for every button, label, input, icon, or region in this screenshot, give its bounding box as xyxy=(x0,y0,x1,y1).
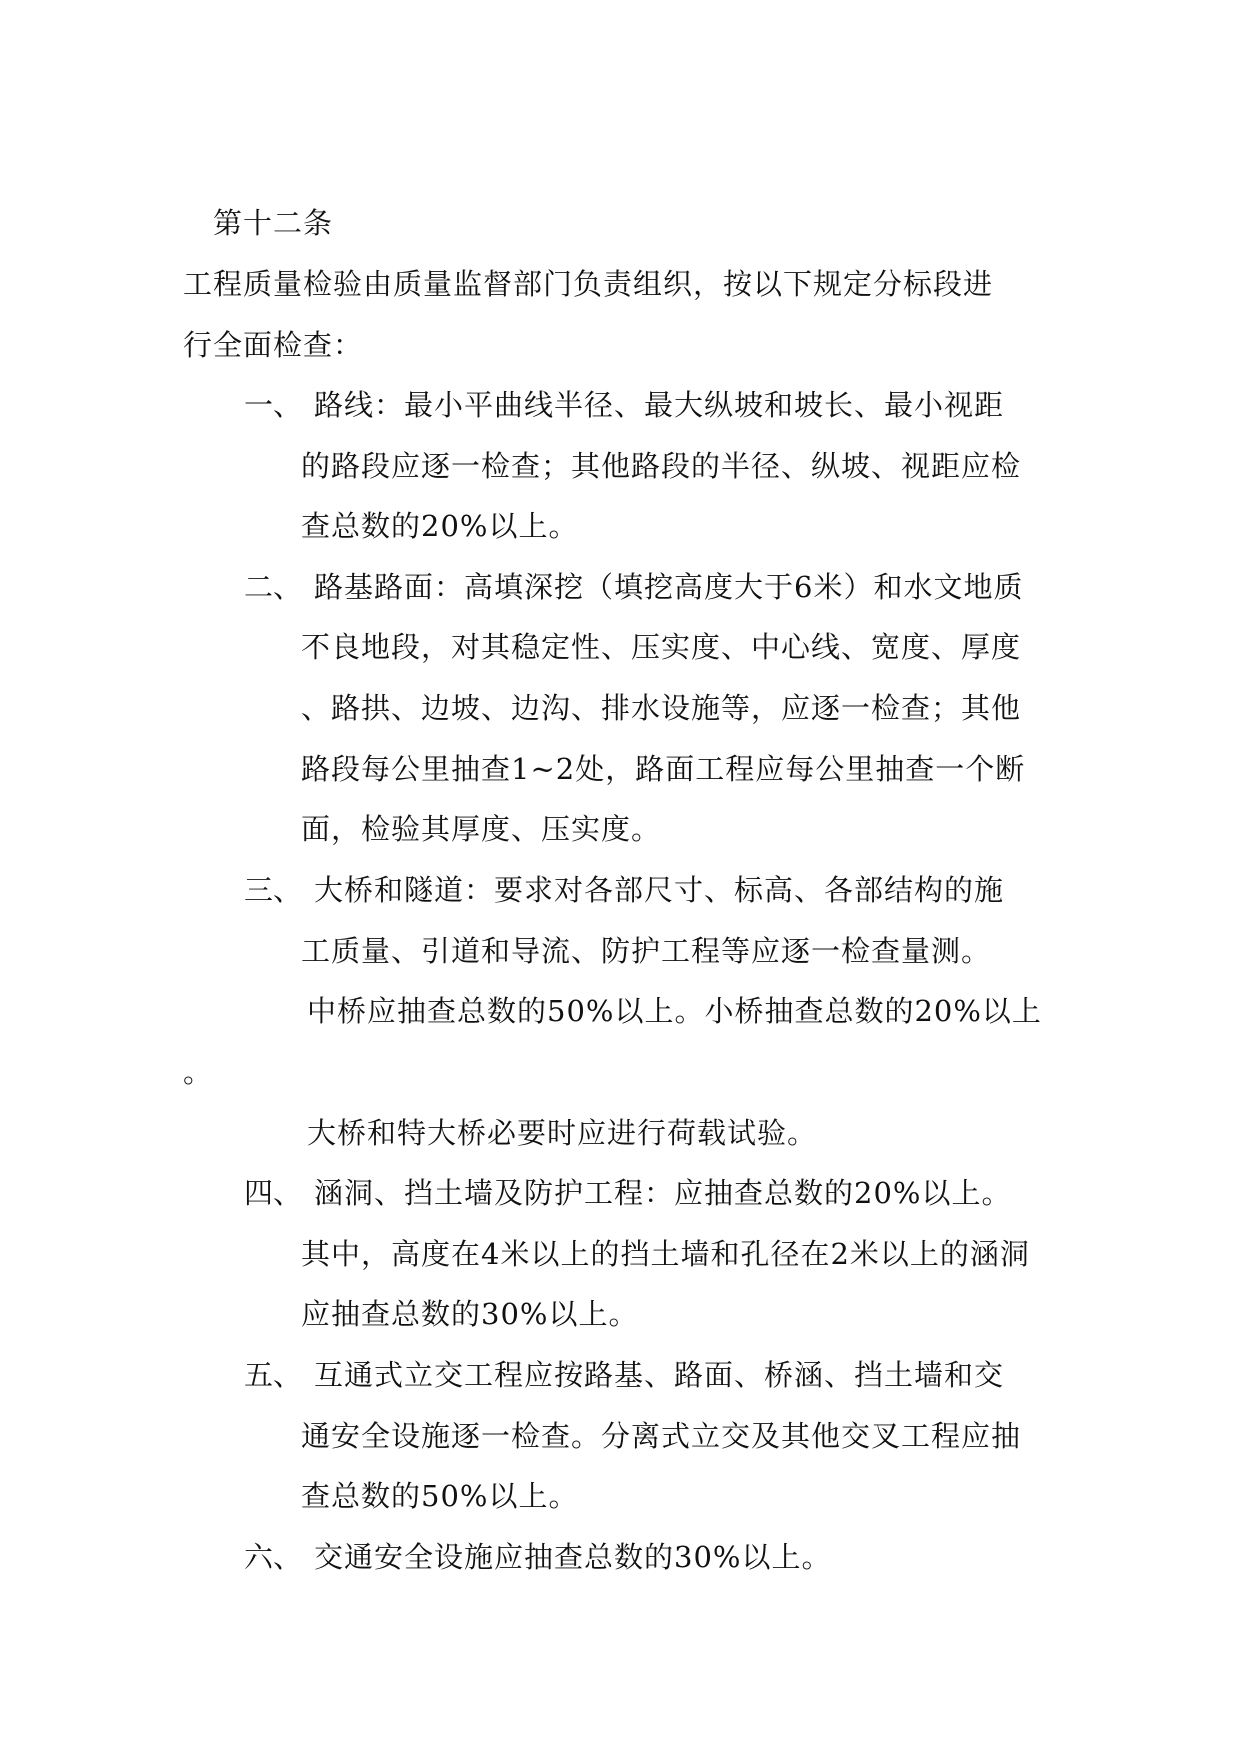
article-title: 第十二条 xyxy=(213,206,334,240)
item-number: 四、 xyxy=(244,1176,303,1210)
item-number: 六、 xyxy=(244,1540,303,1574)
item-text-line: 大桥和特大桥必要时应进行荷载试验。 xyxy=(307,1116,818,1150)
item-text-line: 、路拱、边坡、边沟、排水设施等，应逐一检查；其他 xyxy=(301,691,1022,725)
item-text-line: 通安全设施逐一检查。分离式立交及其他交叉工程应抽 xyxy=(301,1419,1022,1453)
item-text-line: 路段每公里抽查1~2处，路面工程应每公里抽查一个断 xyxy=(301,752,1026,786)
item-text-line: 路基路面：高填深挖（填挖高度大于6米）和水文地质 xyxy=(314,570,1024,604)
item-text-line: 应抽查总数的30%以上。 xyxy=(301,1297,639,1331)
item-number: 五、 xyxy=(244,1358,303,1392)
item-text-line: 面，检验其厚度、压实度。 xyxy=(301,812,662,846)
item-number: 二、 xyxy=(244,570,303,604)
item-text-line: 工质量、引道和导流、防护工程等应逐一检查量测。 xyxy=(301,934,992,968)
item-text-line: 涵洞、挡土墙及防护工程：应抽查总数的20%以上。 xyxy=(314,1176,1012,1210)
item-text-line: 查总数的50%以上。 xyxy=(301,1479,579,1513)
item-text-line: 路线：最小平曲线半径、最大纵坡和坡长、最小视距 xyxy=(314,388,1005,422)
item-text-line: 查总数的20%以上。 xyxy=(301,509,579,543)
item-text-line: 其中，高度在4米以上的挡土墙和孔径在2米以上的涵洞 xyxy=(301,1237,1030,1271)
item-text-line: 大桥和隧道：要求对各部尺寸、标高、各部结构的施 xyxy=(314,873,1005,907)
item-text-line: 。 xyxy=(183,1055,214,1089)
item-number: 三、 xyxy=(244,873,303,907)
item-text-line: 交通安全设施应抽查总数的30%以上。 xyxy=(314,1540,832,1574)
intro-line-2: 行全面检查： xyxy=(183,328,364,362)
item-text-line: 的路段应逐一检查；其他路段的半径、纵坡、视距应检 xyxy=(301,449,1022,483)
item-text-line: 中桥应抽查总数的50%以上。小桥抽查总数的20%以上 xyxy=(307,994,1042,1028)
intro-line-1: 工程质量检验由质量监督部门负责组织，按以下规定分标段进 xyxy=(183,267,994,301)
item-text-line: 互通式立交工程应按路基、路面、桥涵、挡土墙和交 xyxy=(314,1358,1005,1392)
item-text-line: 不良地段，对其稳定性、压实度、中心线、宽度、厚度 xyxy=(301,630,1022,664)
item-number: 一、 xyxy=(244,388,303,422)
